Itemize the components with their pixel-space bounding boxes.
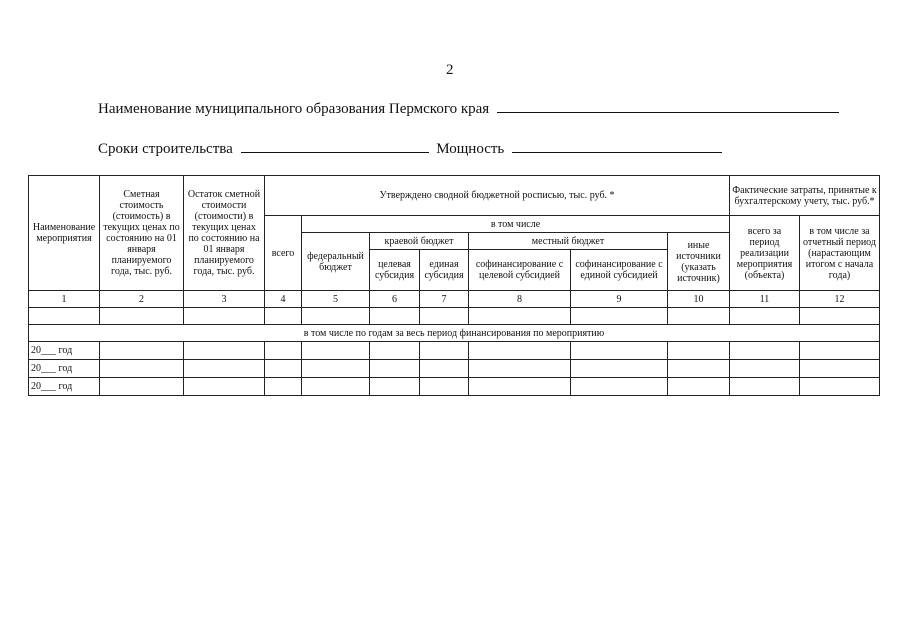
table-cell[interactable]	[800, 360, 880, 378]
table-row	[29, 308, 880, 325]
budget-table	[28, 175, 880, 396]
table-cell[interactable]	[265, 308, 302, 325]
table-cell[interactable]	[302, 342, 370, 360]
col-number: 3	[184, 291, 265, 308]
table-cell[interactable]	[800, 378, 880, 396]
table-cell[interactable]	[469, 360, 571, 378]
header-actual-total: всего за период реализации мероприятия (объекта)	[730, 216, 800, 291]
header-approved: Утверждено сводной бюджетной росписью, тыс. руб. *	[265, 176, 730, 216]
terms-line	[98, 138, 726, 158]
terms-blank[interactable]	[241, 138, 429, 153]
table-cell[interactable]	[184, 378, 265, 396]
terms-label: Сроки строительства	[98, 141, 233, 157]
header-actual: Фактические затраты, принятые к бухгалтерскому учету, тыс. руб.*	[730, 176, 880, 216]
table-row	[29, 378, 880, 396]
table-cell[interactable]	[420, 308, 469, 325]
table-cell[interactable]	[302, 378, 370, 396]
table-cell[interactable]	[100, 308, 184, 325]
header-regional: краевой бюджет	[370, 233, 469, 250]
table-cell[interactable]	[571, 342, 668, 360]
table-cell[interactable]	[265, 378, 302, 396]
header-incl: в том числе	[302, 216, 730, 233]
capacity-label: Мощность	[436, 141, 505, 157]
table-cell[interactable]	[184, 342, 265, 360]
col-number: 7	[420, 291, 469, 308]
page-number: 2	[446, 62, 454, 78]
col-number: 10	[668, 291, 730, 308]
table-cell[interactable]	[668, 360, 730, 378]
capacity-blank[interactable]	[512, 138, 722, 153]
table-cell[interactable]	[469, 378, 571, 396]
header-other: иные источники (указать источник)	[668, 233, 730, 291]
col-number: 12	[800, 291, 880, 308]
table-cell[interactable]	[800, 342, 880, 360]
header-name: Наименование мероприятия	[29, 176, 100, 291]
table-cell[interactable]	[668, 378, 730, 396]
header-total: всего	[265, 216, 302, 291]
table-cell[interactable]	[469, 308, 571, 325]
table-cell[interactable]	[29, 308, 100, 325]
table-cell[interactable]	[370, 378, 420, 396]
header-targeted: целевая субсидия	[370, 250, 420, 291]
table-cell[interactable]	[730, 308, 800, 325]
table-cell[interactable]	[571, 378, 668, 396]
table-cell[interactable]	[302, 308, 370, 325]
table-cell[interactable]	[302, 360, 370, 378]
table-cell[interactable]	[469, 342, 571, 360]
table-row	[29, 360, 880, 378]
municipality-line	[98, 98, 843, 118]
col-number: 4	[265, 291, 302, 308]
table-cell[interactable]	[668, 342, 730, 360]
table-cell[interactable]	[571, 360, 668, 378]
col-number: 6	[370, 291, 420, 308]
table-cell[interactable]	[265, 342, 302, 360]
header-remainder: Остаток сметной стоимости (стоимости) в текущих ценах по состоянию на 01 января планируемого года, тыс. руб.	[184, 176, 265, 291]
table-cell[interactable]	[100, 378, 184, 396]
table-cell[interactable]	[420, 342, 469, 360]
col-number: 1	[29, 291, 100, 308]
header-local: местный бюджет	[469, 233, 668, 250]
year-label: 20___ год	[29, 360, 100, 378]
header-estimate: Сметная стоимость (стоимость) в текущих ценах по состоянию на 01 января планируемого года, тыс. руб.	[100, 176, 184, 291]
table-cell[interactable]	[730, 342, 800, 360]
table-cell[interactable]	[730, 378, 800, 396]
header-actual-period: в том числе за отчетный период (нарастающим итогом с начала года)	[800, 216, 880, 291]
header-federal: федеральный бюджет	[302, 233, 370, 291]
table-cell[interactable]	[370, 342, 420, 360]
table-cell[interactable]	[800, 308, 880, 325]
table-cell[interactable]	[668, 308, 730, 325]
table-cell[interactable]	[265, 360, 302, 378]
col-number: 9	[571, 291, 668, 308]
municipality-label: Наименование муниципального образования Пермского края	[98, 101, 490, 117]
table-cell[interactable]	[184, 308, 265, 325]
table-cell[interactable]	[571, 308, 668, 325]
year-label: 20___ год	[29, 342, 100, 360]
table-cell[interactable]	[370, 360, 420, 378]
by-years-label: в том числе по годам за весь период финансирования по мероприятию	[29, 325, 880, 342]
header-cofin-target: софинансирование с целевой субсидией	[469, 250, 571, 291]
year-label: 20___ год	[29, 378, 100, 396]
table-row	[29, 342, 880, 360]
col-number: 8	[469, 291, 571, 308]
table-cell[interactable]	[370, 308, 420, 325]
municipality-blank[interactable]	[497, 98, 839, 113]
table-cell[interactable]	[730, 360, 800, 378]
table-cell[interactable]	[100, 360, 184, 378]
table-cell[interactable]	[420, 360, 469, 378]
col-number: 11	[730, 291, 800, 308]
table-cell[interactable]	[100, 342, 184, 360]
header-single: единая субсидия	[420, 250, 469, 291]
header-cofin-single: софинансирование с единой субсидией	[571, 250, 668, 291]
col-number: 5	[302, 291, 370, 308]
table-cell[interactable]	[184, 360, 265, 378]
col-number: 2	[100, 291, 184, 308]
table-cell[interactable]	[420, 378, 469, 396]
